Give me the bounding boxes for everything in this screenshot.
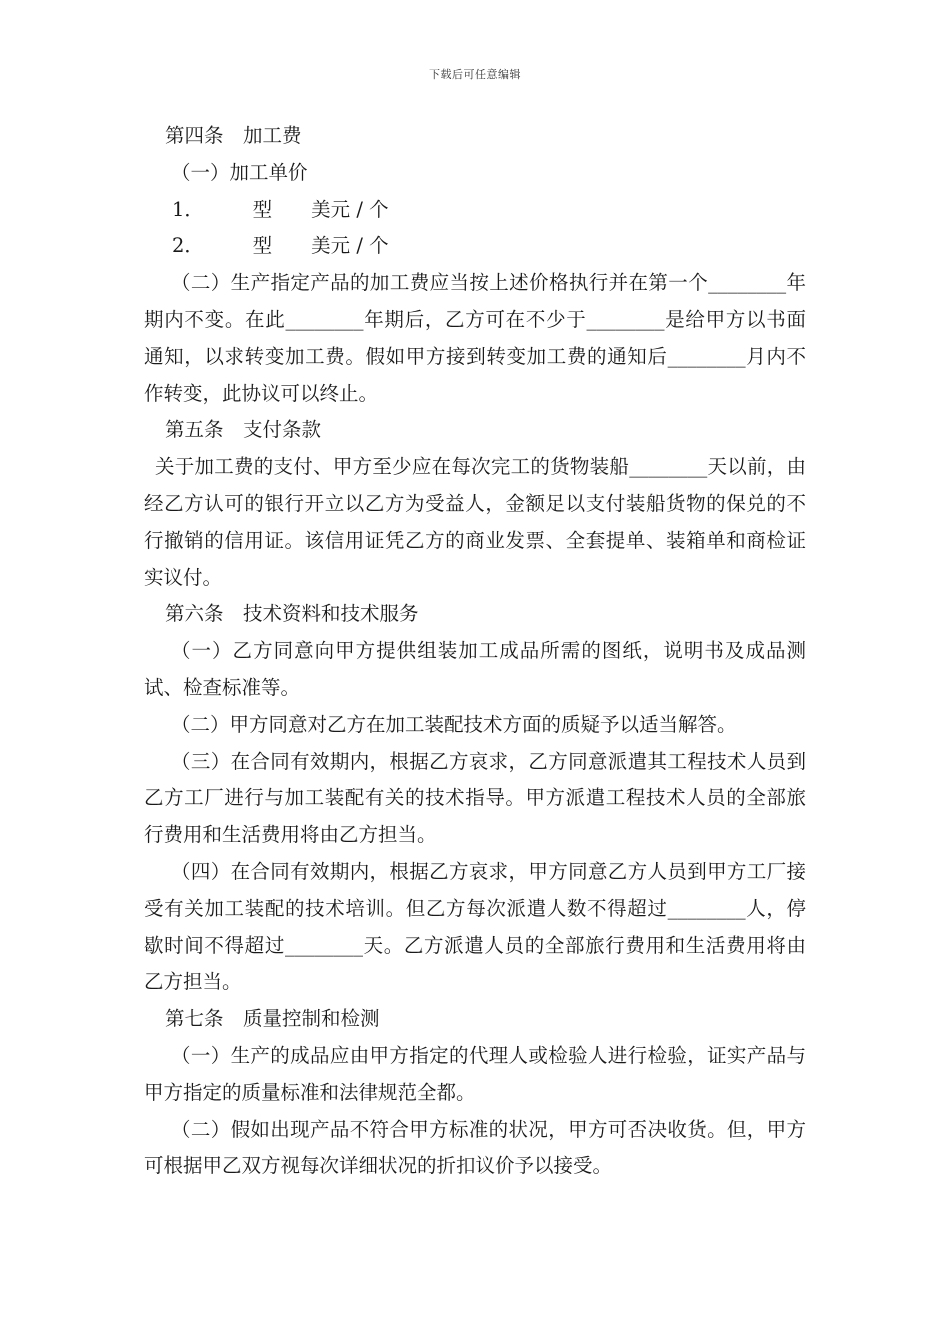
article-4-item-1: 1． 型 美元 / 个: [172, 197, 389, 221]
article-4-item-2: 2． 型 美元 / 个: [172, 234, 389, 258]
article-6-paragraph-3: （三）在合同有效期内，根据乙方哀求，乙方同意派遣其工程技术人员到乙方工厂进行与加工装配有关的技术指导。甲方派遣工程技术人员的全部旅行费用和生活费用将由乙方担当。: [144, 749, 806, 847]
article-6-paragraph-1: （一）乙方同意向甲方提供组装加工成品所需的图纸，说明书及成品测试、检查标准等。: [144, 639, 806, 699]
article-7-title: 第七条 质量控制和检测: [165, 1007, 380, 1031]
article-6-paragraph-4: （四）在合同有效期内，根据乙方哀求，甲方同意乙方人员到甲方工厂接受有关加工装配的技术培训。但乙方每次派遣人数不得超过________人，停歇时间不得超过________天。乙方派遣人员的全部旅行费用和生活费用将由乙方担当。: [144, 859, 806, 994]
article-4-paragraph-2: （二）生产指定产品的加工费应当按上述价格执行并在第一个________年期内不变。在此________年期后，乙方可在不少于________是给甲方以书面通知，以求转变加工费。假如甲方接到转变加工费的通知后________月内不作转变，此协议可以终止。: [144, 271, 806, 405]
article-4-subtitle-unit-price: （一）加工单价: [171, 160, 308, 184]
article-6-title: 第六条 技术资料和技术服务: [165, 602, 419, 626]
article-7-paragraph-1: （一）生产的成品应由甲方指定的代理人或检验人进行检验，证实产品与甲方指定的质量标准和法律规范全都。: [144, 1043, 806, 1104]
article-5-title: 第五条 支付条款: [165, 418, 322, 442]
document-body: [144, 118, 806, 1185]
article-4-title: 第四条 加工费: [165, 124, 302, 147]
article-5-paragraph-1: 关于加工费的支付、甲方至少应在每次完工的货物装船________天以前，由经乙方认可的银行开立以乙方为受益人，金额足以支付装船货物的保兑的不行撤销的信用证。该信用证凭乙方的商业发票、全套提单、装箱单和商检证实议付。: [144, 455, 806, 589]
article-7-paragraph-2: （二）假如出现产品不符合甲方标准的状况，甲方可否决收货。但，甲方可根据甲乙双方视每次详细状况的折扣议价予以接受。: [144, 1117, 806, 1178]
page-header-note: 下载后可任意编辑: [429, 68, 521, 81]
article-6-paragraph-2: （二）甲方同意对乙方在加工装配技术方面的质疑予以适当解答。: [171, 712, 737, 736]
